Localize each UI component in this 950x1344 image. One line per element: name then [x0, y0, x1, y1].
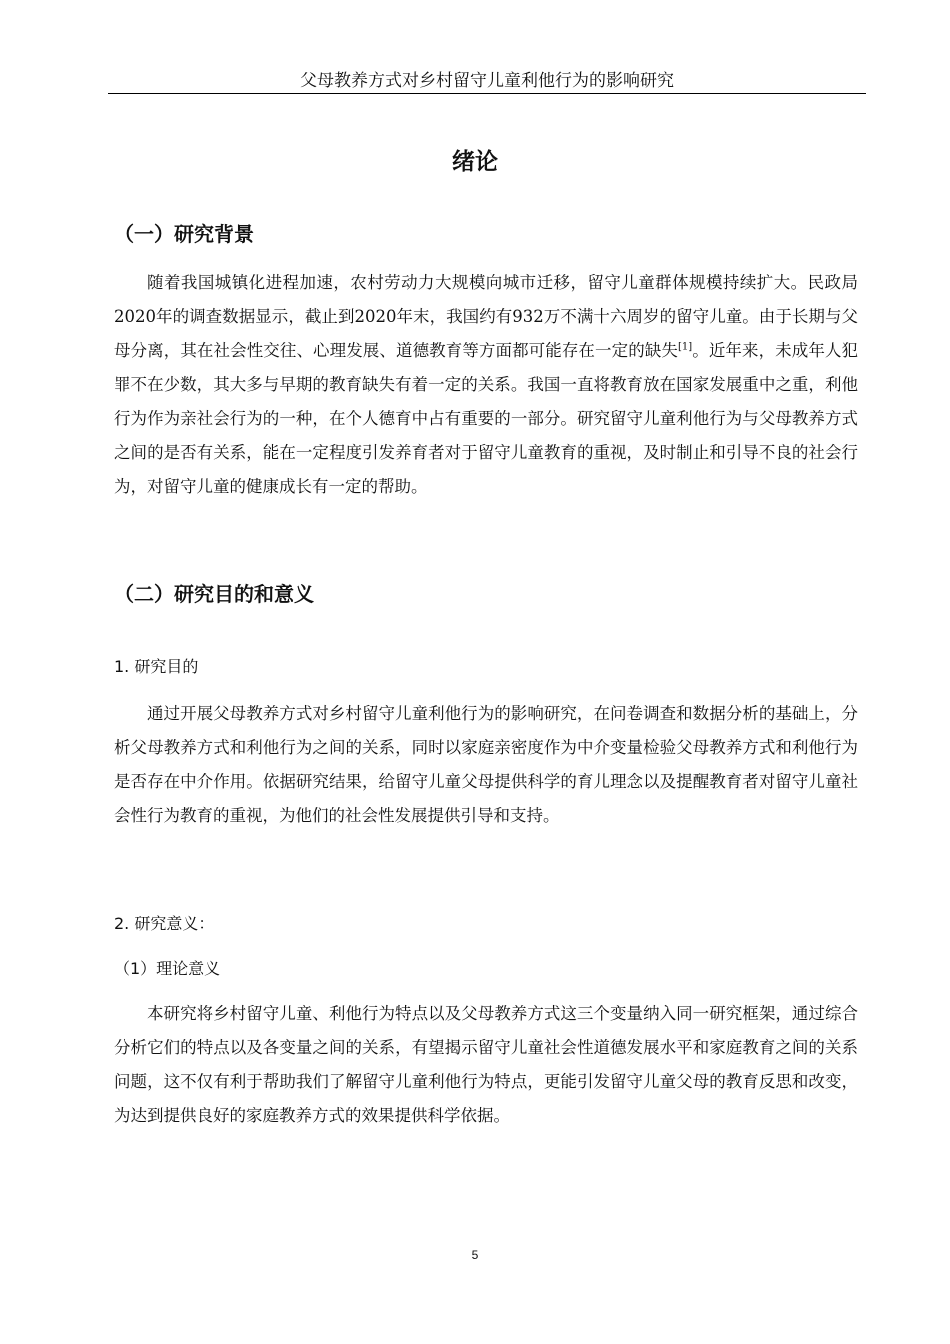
chapter-title: 绪论 — [452, 149, 498, 175]
section-heading-background: （一）研究背景 — [114, 222, 254, 246]
purpose-paragraph: 通过开展父母教养方式对乡村留守儿童利他行为的影响研究，在问卷调查和数据分析的基础上，分析父母教养方式和利他行为之间的关系，同时以家庭亲密度作为中介变量检验父母教养方式和利他行为是否存在中介作用。依据研究结果，给留守儿童父母提供科学的育儿理念以及提醒教育者对留守儿童社会性行为教育的重视，为他们的社会性发展提供引导和支持。 — [114, 704, 858, 825]
header-rule — [108, 93, 866, 94]
theoretical-paragraph: 本研究将乡村留守儿童、利他行为特点以及父母教养方式这三个变量纳入同一研究框架，通过综合分析它们的特点以及各变量之间的关系，有望揭示留守儿童社会性道德发展水平和家庭教育之间的关系问题，这不仅有利于帮助我们了解留守儿童利他行为特点，更能引发留守儿童父母的教育反思和改变，为达到提供良好的家庭教养方式的效果提供科学依据。 — [114, 1004, 858, 1125]
page-number: 5 — [471, 1248, 479, 1262]
subsection-heading-purpose: 1. 研究目的 — [114, 657, 199, 676]
subsection-heading-significance: 2. 研究意义： — [114, 914, 215, 933]
section-heading-purpose-significance: （二）研究目的和意义 — [114, 582, 314, 606]
background-paragraph — [114, 266, 858, 504]
citation-ref: [1] — [677, 341, 693, 353]
subsubsection-heading-theoretical: （1）理论意义 — [114, 959, 221, 978]
background-text-part2: 。近年来，未成年人犯罪不在少数，其大多与早期的教育缺失有着一定的关系。我国一直将教育放在国家发展重中之重，利他行为作为亲社会行为的一种，在个人德育中占有重要的一部分。研究留守儿童利他行为与父母教养方式之间的是否有关系，能在一定程度引发养育者对于留守儿童教育的重视，及时制止和引导不良的社会行为，对留守儿童的健康成长有一定的帮助。 — [114, 341, 859, 496]
running-header: 父母教养方式对乡村留守儿童利他行为的影响研究 — [300, 71, 674, 91]
background-text-part1: 随着我国城镇化进程加速，农村劳动力大规模向城市迁移，留守儿童群体规模持续扩大。民政局2020年的调查数据显示，截止到2020年末，我国约有932万不满十六周岁的留守儿童。由于长期与父母分离，其在社会性交往、心理发展、道德教育等方面都可能存在一定的缺失 — [114, 273, 858, 360]
